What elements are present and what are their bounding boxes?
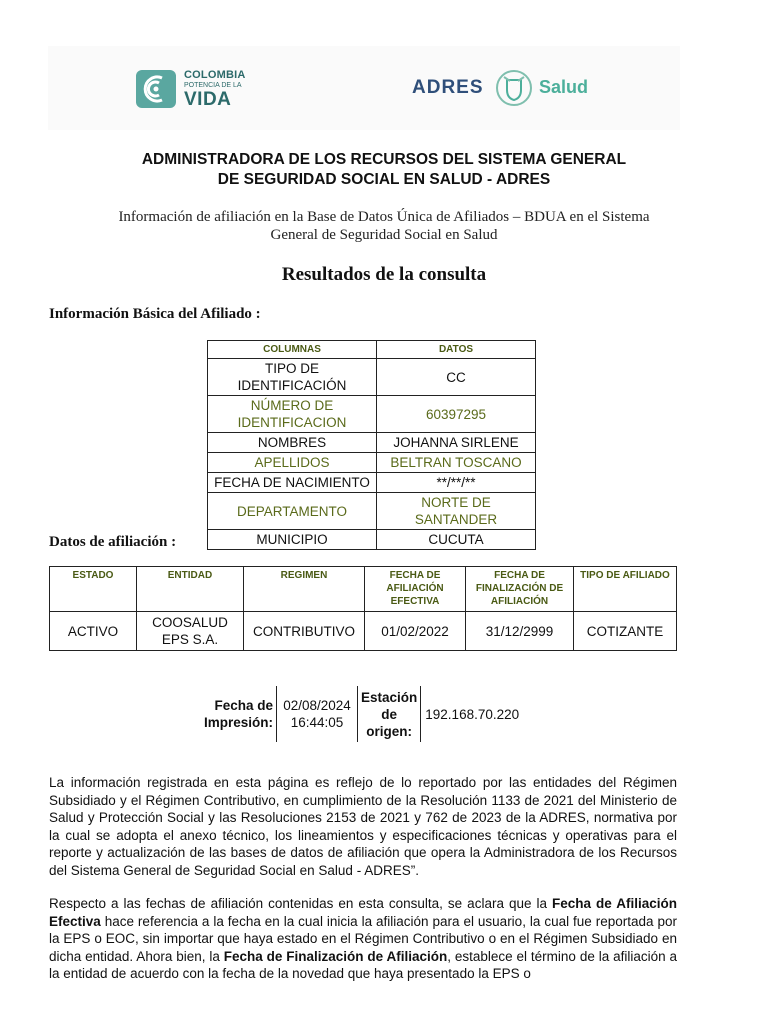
- column-header: REGIMEN: [244, 567, 365, 612]
- table-row: [200, 686, 522, 742]
- table-row: [208, 473, 536, 493]
- station-label: Estación de origen:: [358, 686, 421, 742]
- table-row: [208, 433, 536, 453]
- table-cell: APELLIDOS: [208, 453, 377, 473]
- table-header-row: [208, 341, 536, 359]
- page-subtitle-line1: Información de afiliación en la Base de Datos Única de Afiliados – BDUA en el Sistema: [118, 209, 650, 225]
- adres-logo: [412, 68, 592, 108]
- page-title: [40, 150, 728, 190]
- table-cell: 31/12/2999: [466, 612, 574, 651]
- table-cell: NORTE DE SANTANDER: [377, 493, 536, 530]
- colombia-logo-line2: POTENCIA DE LA: [184, 82, 242, 89]
- page-title-line2: DE SEGURIDAD SOCIAL EN SALUD - ADRES: [217, 171, 551, 188]
- colombia-logo-line1: COLOMBIA: [184, 69, 246, 81]
- table-cell: JOHANNA SIRLENE: [377, 433, 536, 453]
- basic-info-table: [207, 340, 536, 550]
- print-info-table: [200, 686, 522, 742]
- table-cell: ACTIVO: [50, 612, 137, 651]
- affiliation-title: Datos de afiliación :: [49, 534, 177, 550]
- column-header: FECHA DE FINALIZACIÓN DE AFILIACIÓN: [466, 567, 574, 612]
- table-row: [208, 493, 536, 530]
- colombia-logo: [136, 68, 246, 112]
- legal-paragraph-2: [49, 895, 677, 983]
- column-header: DATOS: [377, 341, 536, 359]
- station-value: 192.168.70.220: [425, 706, 520, 722]
- table-row: [208, 453, 536, 473]
- table-cell: DEPARTAMENTO: [208, 493, 377, 530]
- table-row: [208, 530, 536, 550]
- paragraph-bold-text: Fecha de Afiliación Efectiva: [49, 896, 678, 929]
- table-row: [208, 359, 536, 396]
- legal-paragraph-1: La información registrada en esta página es reflejo de lo reportado por las entidades del Régimen Subsidiado y el Régimen Contributivo, en cumplimiento de la Resolución 1133 de 2021 del Ministerio de Salud y Protección Social y las Resoluciones 2153 de 2021 y 762 de 2023 de la ADRES, normativa por la cual se adopta el anexo técnico, los lineamientos y especificaciones técnicas y operativas para el reporte y actualización de las bases de datos de afiliación que opera la Administradora de los Recursos del Sistema General de Seguridad Social en Salud - ADRES”.: [49, 775, 677, 878]
- table-header-row: [50, 567, 677, 612]
- column-header: ENTIDAD: [137, 567, 244, 612]
- colombia-logo-line3: VIDA: [184, 89, 232, 110]
- table-cell: NÚMERO DE IDENTIFICACION: [208, 396, 377, 433]
- print-date-value: 02/08/2024 16:44:05: [277, 686, 358, 742]
- table-cell: NOMBRES: [208, 433, 377, 453]
- affiliation-table: [49, 566, 677, 651]
- paragraph-text: , establece el término de la afiliación a la entidad de acuerdo con la fecha de la novedad que haya presentado la EPS o: [49, 948, 677, 981]
- table-row: [50, 612, 677, 651]
- table-cell: TIPO DE IDENTIFICACIÓN: [208, 359, 377, 396]
- column-header: TIPO DE AFILIADO: [574, 567, 677, 612]
- table-cell: COOSALUD EPS S.A.: [137, 612, 244, 651]
- column-header: FECHA DE AFILIACIÓN EFECTIVA: [365, 567, 466, 612]
- coat-of-arms-icon: [494, 68, 534, 108]
- table-cell: CC: [377, 359, 536, 396]
- table-row: [208, 396, 536, 433]
- paragraph-text: hace referencia a la fecha en la cual inicia la afiliación para el usuario, la cual fue reportada por la EPS o EOC, sin importar que haya estado en el Régimen Contributivo o en el Régimen Subsidiado en dicha entidad. Ahora bien, la: [49, 913, 677, 964]
- table-cell: MUNICIPIO: [208, 530, 377, 550]
- table-cell: 60397295: [377, 396, 536, 433]
- paragraph-bold-text: Fecha de Finalización de Afiliación: [223, 948, 448, 964]
- table-cell: CONTRIBUTIVO: [244, 612, 365, 651]
- basic-info-title: Información Básica del Afiliado :: [49, 306, 261, 322]
- colombia-logo-icon: [136, 70, 176, 108]
- results-title: Resultados de la consulta: [281, 264, 487, 285]
- print-date-label: Fecha de Impresión:: [203, 698, 273, 730]
- page-title-line1: ADMINISTRADORA DE LOS RECURSOS DEL SISTEMA GENERAL: [141, 151, 627, 168]
- table-cell: 01/02/2022: [365, 612, 466, 651]
- table-cell: CUCUTA: [377, 530, 536, 550]
- column-header: COLUMNAS: [208, 341, 377, 359]
- table-cell: COTIZANTE: [574, 612, 677, 651]
- table-cell: FECHA DE NACIMIENTO: [208, 473, 377, 493]
- column-header: ESTADO: [50, 567, 137, 612]
- page-subtitle: [40, 208, 728, 244]
- adres-logo-brand: ADRES: [412, 77, 484, 98]
- table-cell: BELTRAN TOSCANO: [377, 453, 536, 473]
- paragraph-text: Respecto a las fechas de afiliación contenidas en esta consulta, se aclara que la: [49, 896, 552, 911]
- page-subtitle-line2: General de Seguridad Social en Salud: [270, 227, 498, 243]
- adres-logo-suffix: Salud: [539, 77, 589, 97]
- table-cell: **/**/**: [377, 473, 536, 493]
